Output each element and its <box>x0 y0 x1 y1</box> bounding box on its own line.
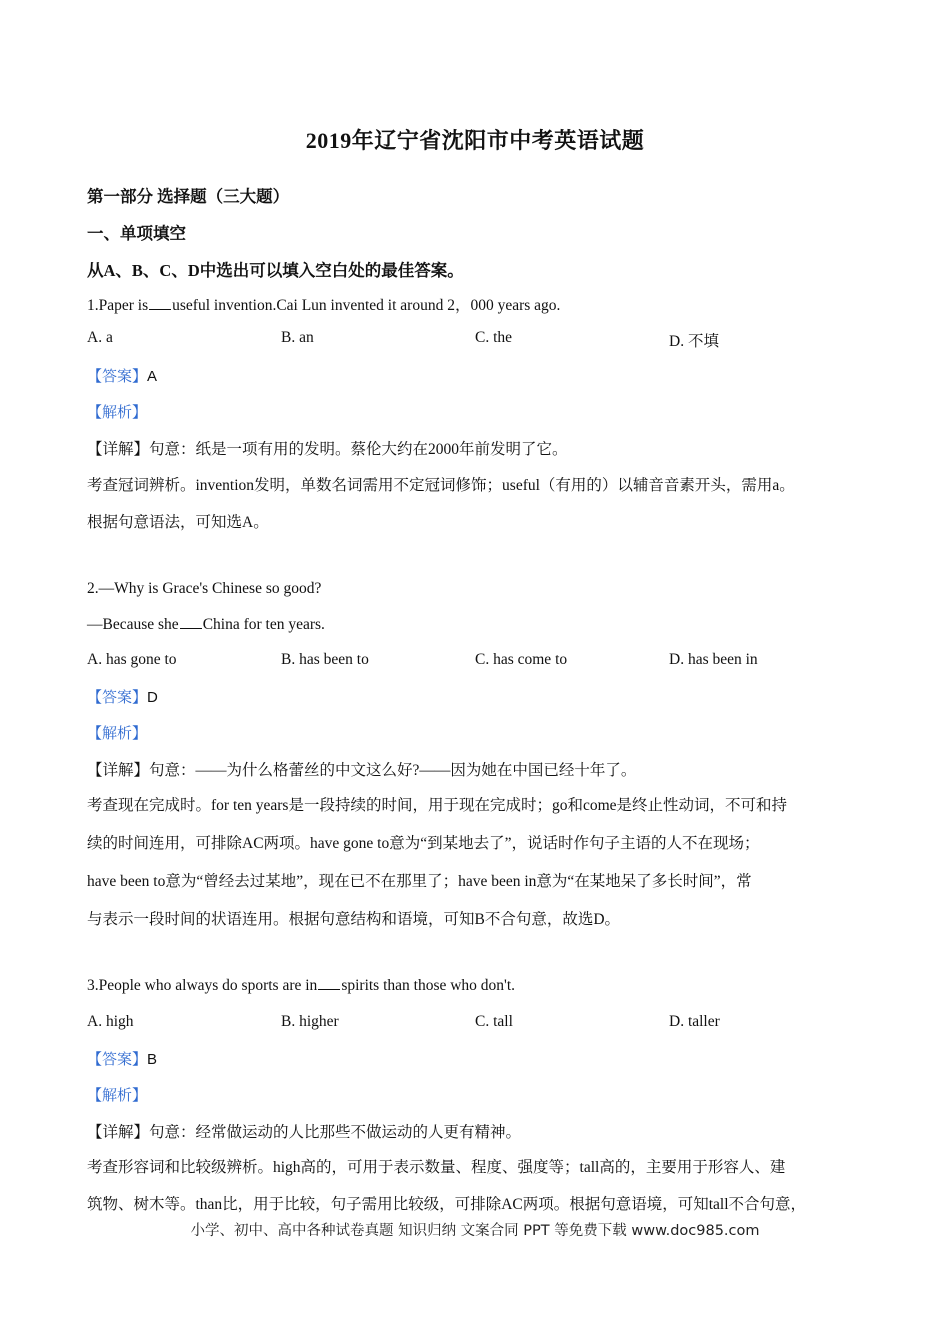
question-3-blank <box>318 977 340 990</box>
question-2-option-c: C. has come to <box>475 651 568 668</box>
question-3-stem <box>87 977 515 995</box>
question-1-analysis-label: 【解析】 <box>87 403 148 421</box>
question-2-explanation-line: have been to意为“曾经去过某地”，现在已不在那里了；have been in意为“在某地呆了多长时间”，常 <box>87 873 752 890</box>
question-2-blank <box>180 616 202 629</box>
detail-text: 句意：纸是一项有用的发明。蔡伦大约在2000年前发明了它。 <box>149 441 568 458</box>
question-3-detail <box>87 1120 521 1142</box>
question-1-option-b: B. an <box>281 329 314 346</box>
question-3-option-b: B. higher <box>281 1013 339 1030</box>
question-3-analysis-label: 【解析】 <box>87 1086 148 1104</box>
question-2-stem-before: —Because she <box>87 616 179 633</box>
answer-label: 【答案】 <box>87 688 148 706</box>
question-1-answer <box>87 365 157 386</box>
detail-text: 句意：——为什么格蕾丝的中文这么好?——因为她在中国已经十年了。 <box>149 762 637 779</box>
question-2-explanation-line: 续的时间连用，可排除AC两项。have gone to意为“到某地去了”，说话时作句子主语的人不在现场； <box>87 835 760 852</box>
question-1-detail <box>87 437 568 459</box>
question-3-answer <box>87 1048 157 1069</box>
instruction: 从A、B、C、D中选出可以填入空白处的最佳答案。 <box>87 261 464 280</box>
question-1-explanation-line: 根据句意语法，可知选A。 <box>87 514 269 531</box>
answer-value: A <box>147 368 158 385</box>
detail-text: 句意：经常做运动的人比那些不做运动的人更有精神。 <box>149 1124 522 1141</box>
answer-label: 【答案】 <box>87 367 148 385</box>
question-3-explanation-line: 考查形容词和比较级辨析。high高的，可用于表示数量、程度、强度等；tall高的，主要用于形容人、建 <box>87 1159 786 1176</box>
question-1-option-c: C. the <box>475 329 513 346</box>
question-1-blank <box>149 297 171 310</box>
question-2-stem-after: China for ten years. <box>202 616 325 633</box>
question-1-stem <box>87 293 560 315</box>
question-2-explanation-line: 与表示一段时间的状语连用。根据句意结构和语境，可知B不合句意，故选D。 <box>87 911 621 928</box>
question-2-detail <box>87 758 636 780</box>
detail-label: 【详解】 <box>87 1124 150 1141</box>
question-1-option-a: A. a <box>87 329 113 346</box>
question-3-option-c: C. tall <box>475 1013 513 1030</box>
question-1-stem-before: 1.Paper is <box>87 297 149 314</box>
question-2-explanation-line: 考查现在完成时。for ten years是一段持续的时间，用于现在完成时；go和come是终止性动词，不可和持 <box>87 797 788 814</box>
question-3-option-d: D. taller <box>669 1013 720 1030</box>
page-footer: 小学、初中、高中各种试卷真题 知识归纳 文案合同 PPT 等免费下载 www.doc985.com <box>190 1223 760 1239</box>
question-2-stem-line1: 2.—Why is Grace's Chinese so good? <box>87 580 322 597</box>
page-title: 2019年辽宁省沈阳市中考英语试题 <box>305 128 645 153</box>
answer-value: D <box>147 689 158 706</box>
question-1-explanation-line: 考查冠词辨析。invention发明，单数名词需用不定冠词修饰；useful（有用的）以辅音音素开头，需用a。 <box>87 477 795 494</box>
question-3-stem-after: spirits than those who don't. <box>341 977 516 994</box>
question-2-answer <box>87 686 158 707</box>
question-2-option-a: A. has gone to <box>87 651 177 668</box>
question-1-stem-after: useful invention.Cai Lun invented it around 2，000 years ago. <box>172 297 561 314</box>
question-2-analysis-label: 【解析】 <box>87 724 148 742</box>
detail-label: 【详解】 <box>87 762 150 779</box>
question-1-option-d: D. 不填 <box>669 333 719 350</box>
question-3-option-a: A. high <box>87 1013 134 1030</box>
question-2-option-d: D. has been in <box>669 651 758 668</box>
section-heading: 一、单项填空 <box>87 224 186 243</box>
answer-label: 【答案】 <box>87 1050 148 1068</box>
part-heading: 第一部分 选择题（三大题） <box>87 187 290 206</box>
question-2-stem <box>87 616 325 634</box>
question-2-option-b: B. has been to <box>281 651 369 668</box>
detail-label: 【详解】 <box>87 441 150 458</box>
answer-value: B <box>147 1051 158 1068</box>
question-3-explanation-line: 筑物、树木等。than比，用于比较，句子需用比较级，可排除AC两项。根据句意语境，可知tall不合句意， <box>87 1196 807 1213</box>
question-3-stem-before: 3.People who always do sports are in <box>87 977 318 994</box>
